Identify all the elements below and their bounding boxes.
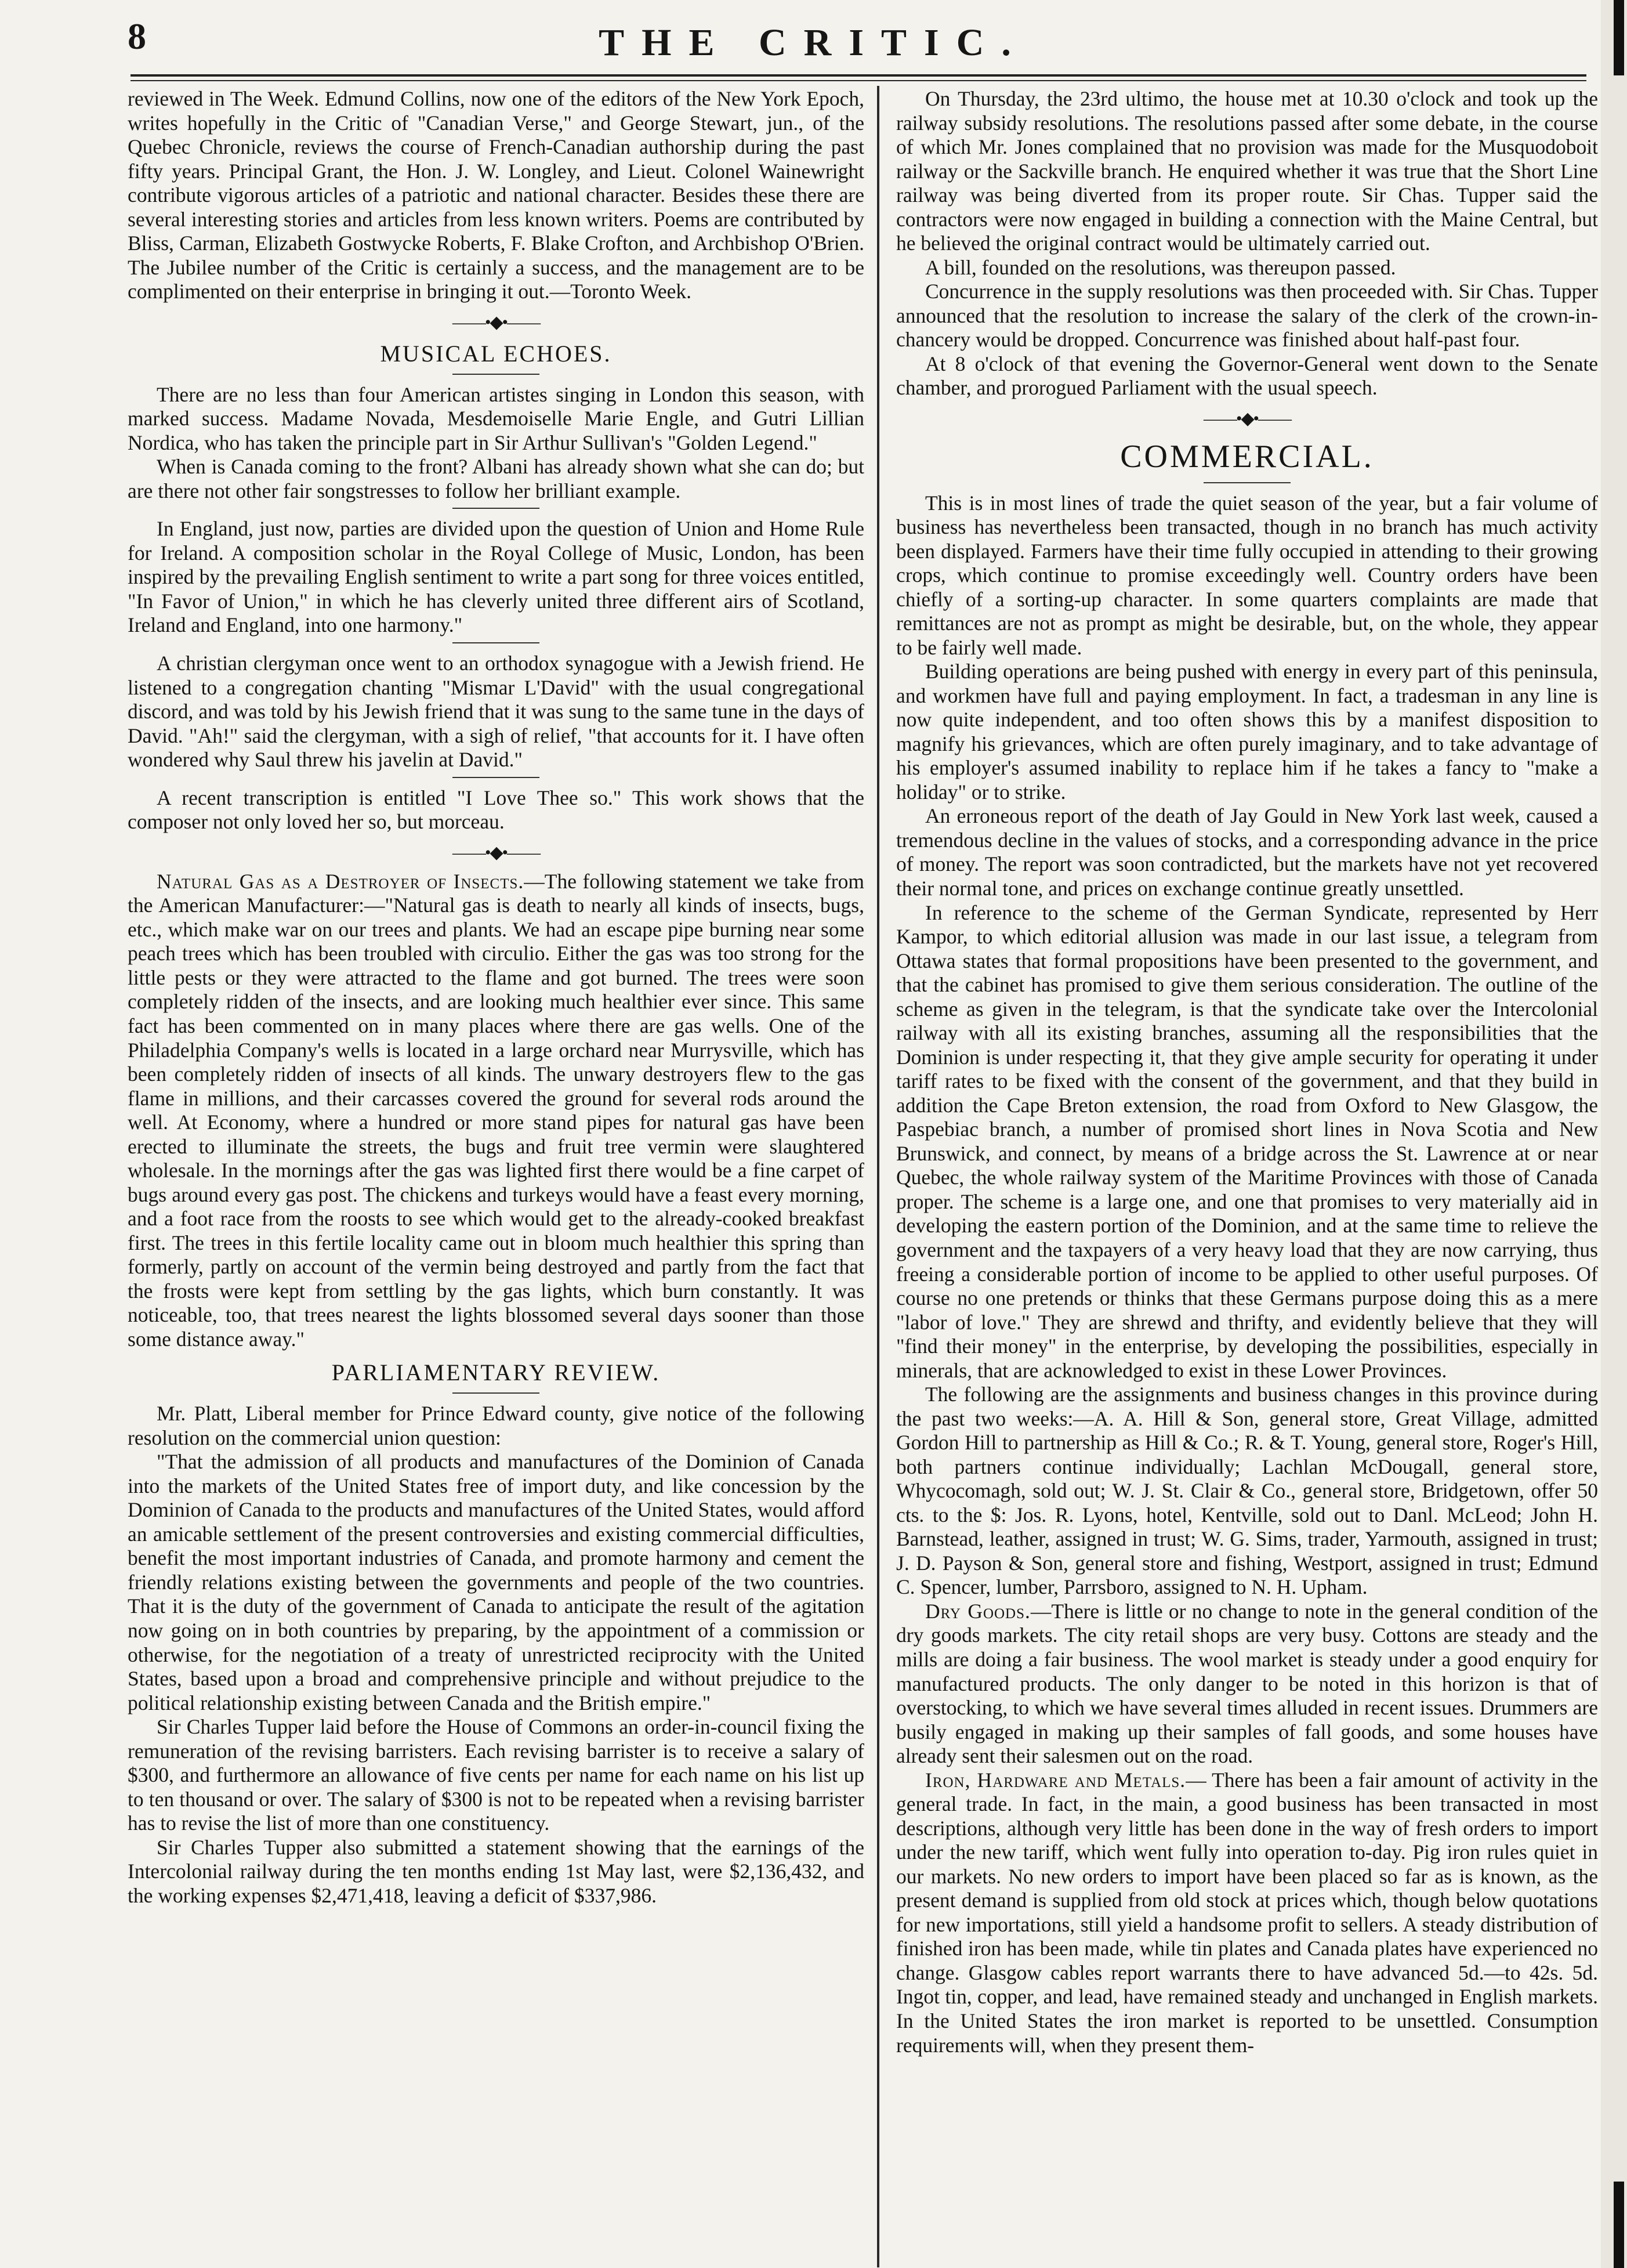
paragraph-dry-goods [896,1600,1598,1768]
paragraph-bill: A bill, founded on the resolutions, was thereupon passed. [925,255,1396,279]
paragraph-concurrence: Concurrence in the supply resolutions was then proceeded with. Sir Chas. Tupper announced that the resolution to increase the salary of the clerk of the crown-in-chancery would be dropped. Concurrence was finished about half-past four. [896,280,1598,352]
paragraph-week-review: reviewed in The Week. Edmund Collins, now one of the editors of the New York Epoch, writes hopefully in the Critic of "Canadian Verse," and George Stewart, jun., of the Quebec Chronicle, reviews the course of French-Canadian authorship during the past fifty years. Principal Grant, the Hon. J. W. Longley, and Lieut. Colonel Wainewright contribute vigorous articles of a patriotic and national character. Besides these there are several interesting stories and articles from less known writers. Poems are contributed by Bliss, Carman, Elizabeth Gostwycke Roberts, F. Blake Crofton, and Archbishop O'Brien. The Jubilee number of the Critic is certainly a success, and the management are to be complimented on their enterprise in bringing it out.—Toronto Week. [128,87,864,303]
adjacent-page-edge [1601,0,1627,2268]
natural-gas-text: —The following statement we take from the American Manufacturer:—"Natural gas is death to nearly all kinds of insects, bugs, etc., which make war on our trees and plants. We had an escape pipe burning near some peach trees which has been troubled with circulio. Either the gas was too strong for the little pests or they were attracted to the flame and got burned. The trees were soon completely ridden of the insects, and are looking much healthier ever since. This same fact has been commented on in many places where there are gas wells. One of the Philadelphia Company's wells is located in a large orchard near Murrysville, which has been completely ridden of insects of all kinds. The unwary destroyers flew to the gas flame in millions, and their carcasses covered the ground for several rods around the well. At Economy, where a hundred or more stand pipes for natural gas have been erected to illuminate the streets, the bugs and fruit tree vermin were slaughtered wholesale. In the mornings after the gas was lighted first there would be a fine carpet of bugs around every gas post. The chickens and turkeys would have a feast every morning, and a foot race from the roosts to see which would get to the already-cooked breakfast first. The trees in this fertile locality came out in bloom much healthier this spring than formerly, partly on account of the vermin being destroyed and partly from the fact that the frosts were kept from settling by the gas lights, which burn constantly. It was noticeable, too, that trees nearest the lights blossomed several days sooner than those some distance away." [128,869,864,1351]
short-rule [452,374,539,375]
heading-commercial: COMMERCIAL. [1120,439,1374,475]
left-column [128,87,864,2251]
paragraph-thursday-session: On Thursday, the 23rd ultimo, the house met at 10.30 o'clock and took up the railway subsidy resolutions. The resolutions passed after some debate, in the course of which Mr. Jones complained that no provision was made for the Musquodoboit railway or the Sackville branch. He enquired whether it was true that the Short Line railway was being diverted from its proper route. Sir Chas. Tupper said the contractors were now engaged in building a connection with the Maine Central, but he believed the original contract would be ultimately carried out. [896,87,1598,255]
natural-gas-heading: Natural Gas as a Destroyer of Insects. [157,869,524,893]
short-rule [1204,482,1291,483]
binding-shadow [1614,2182,1624,2268]
masthead-title: THE CRITIC. [599,21,1028,64]
dry-goods-heading: Dry Goods. [925,1599,1031,1623]
ornament-divider: ——•◆•—— [452,312,540,332]
paragraph-iron-hardware [896,1768,1598,2057]
column-divider [877,86,879,2267]
paragraph-clergyman: A christian clergyman once went to an orthodox synagogue with a Jewish friend. He listened to a congregation chanting "Mismar L'David" with the usual congregational discord, and was told by his Jewish friend that it was sung to the same tune in the days of David. "Ah!" said the clergyman, with a sigh of relief, "that accounts for it. I have often wondered why Saul threw his javelin at David." [128,651,864,772]
heading-parliamentary-review: PARLIAMENTARY REVIEW. [331,1359,661,1386]
paragraph-england-union: In England, just now, parties are divided upon the question of Union and Home Rule for Ireland. A composition scholar in the Royal College of Music, London, has been inspired by the prevailing English sentiment to write a part song for three voices entitled, "In Favor of Union," in which he has cleverly united three different airs of Scotland, Ireland and England, into one harmony." [128,517,864,637]
short-rule [452,508,539,509]
ornament-divider: ——•◆•—— [452,842,540,862]
short-rule [452,777,539,778]
ornament-divider: ——•◆•—— [1203,408,1291,428]
paragraph-platt: Mr. Platt, Liberal member for Prince Edward county, give notice of the following resolution on the commercial union question: [128,1402,864,1449]
paragraph-tupper-railway: Sir Charles Tupper also submitted a statement showing that the earnings of the Intercolonial railway during the ten months ending 1st May last, were $2,136,432, and the working expenses $2,471,418, leaving a deficit of $337,986. [128,1835,864,1907]
paragraph-american-artistes: There are no less than four American artistes singing in London this season, with marked success. Madame Novada, Mesdemoiselle Marie Engle, and Gutri Lillian Nordica, who has taken the principle part in Sir Arthur Sullivan's "Golden Legend." [128,382,864,454]
paragraph-governor-general: At 8 o'clock of that evening the Governor-General went down to the Senate chamber, and prorogued Parliament with the usual speech. [896,352,1598,400]
binding-shadow [1614,0,1624,75]
short-rule [452,1392,539,1394]
heading-musical-echoes: MUSICAL ECHOES. [380,340,612,367]
iron-hardware-text: — There has been a fair amount of activity in the general trade. In fact, in the main, a good business has been transacted in most descriptions, although very little has been done in the way of fresh orders to import under the new tariff, which went fully into operation to-day. Pig iron rules quiet in our markets. No new orders to import have been placed so far as is known, as the present demand is supplied from old stock at prices which, though below quotations for new importations, still yield a handsome profit to sellers. A steady distribution of finished iron has been made, while tin plates and Canada plates have experienced no change. Glasgow cables report warrants there to have advanced 5d.—to 42s. 5d. Ingot tin, copper, and lead, have remained steady and unchanged in English markets. In the United States the iron market is reported to be unsettled. Consumption requirements will, when they present them- [896,1768,1598,2057]
page-number: 8 [128,16,146,57]
paragraph-natural-gas [128,870,864,1352]
paragraph-tupper-barristers: Sir Charles Tupper laid before the House of Commons an order-in-council fixing the remuneration of the revising barristers. Each revising barrister is to receive a salary of $300, and furthermore an allowance of five cents per name for each name on his list up to ten thousand or over. The salary of $300 is not to be repeated when a revising barrister has to revise the list of more than one constituency. [128,1715,864,1835]
short-rule [452,642,539,643]
paragraph-building-operations: Building operations are being pushed with energy in every part of this peninsula, and workmen have full and paying employment. In fact, a tradesman in any line is now quite independent, and too often shows this by a manifest disposition to magnify his grievances, which are often purely imaginary, and to take advantage of his employer's assumed inability to replace him if he takes a fancy to "make a holiday" or to strike. [896,660,1598,804]
paragraph-jay-gould: An erroneous report of the death of Jay Gould in New York last week, caused a tremendous decline in the values of stocks, and a corresponding advance in the price of money. The report was soon contradicted, but the markets have not yet recovered their normal tone, and prices on exchange continue greatly unsettled. [896,804,1598,900]
right-column [896,87,1598,2251]
paragraph-transcription: A recent transcription is entitled "I Love Thee so." This work shows that the composer not only loved her so, but morceau. [128,786,864,834]
paragraph-resolution-quote: "That the admission of all products and manufactures of the Dominion of Canada into the markets of the United States free of import duty, and like concession by the Dominion of Canada to the products and manufactures of the United States, would afford an amicable settlement of the present controversies and existing commercial difficulties, benefit the most important industries of Canada, and promote harmony and cement the friendly relations existing between the governments and people of the two countries. That it is the duty of the government of Canada to anticipate the result of the agitation now going on in both countries by preparing, by the appointment of a commission or otherwise, for the negotiation of a treaty of unrestricted reciprocity with the United States, based upon a broad and comprehensive principle and without prejudice to the political relationship existing between Canada and the British empire." [128,1450,864,1714]
dry-goods-text: —There is little or no change to note in the general condition of the dry goods markets. The city retail shops are very busy. Cottons are steady and the mills are doing a fair business. The wool market is steady under a good enquiry for manufactured products. The only danger to be noted in this horizon is that of overstocking, to which we have several times alluded in recent issues. Drummers are busily engaged in making up their samples of fall goods, and some houses have already sent their salesmen out on the road. [896,1599,1598,1768]
header-rule [131,74,1586,77]
header-rule-thin [131,80,1586,81]
iron-hardware-heading: Iron, Hardware and Metals. [925,1768,1186,1792]
paragraph-assignments: The following are the assignments and business changes in this province during the past two weeks:—A. A. Hill & Son, general store, Great Village, admitted Gordon Hill to partnership as Hill & Co.; R. & T. Young, general store, Roger's Hill, both partners continue individually; Lachlan McDougall, general store, Whycocomagh, sold out; W. J. St. Clair & Co., general store, Bridgetown, offer 50 cts. to the $: Jos. R. Lyons, hotel, Kentville, sold out to Danl. McLeod; John H. Barnstead, leather, assigned in trust; W. G. Sims, trader, Yarmouth, assigned in trust; J. D. Payson & Son, general store and fishing, Westport, assigned in trust; Edmund C. Spencer, lumber, Parrsboro, assigned to N. H. Upham. [896,1383,1598,1599]
paragraph-canada-front: When is Canada coming to the front? Albani has already shown what she can do; but are there not other fair songstresses to follow her brilliant example. [128,455,864,502]
paragraph-quiet-season: This is in most lines of trade the quiet season of the year, but a fair volume of business has nevertheless been transacted, though in no branch has much activity been displayed. Farmers have their time fully occupied in attending to their growing crops, which continue to promise exceedingly well. Country orders have been chiefly of a sorting-up character. In some quarters complaints are made that remittances are not as prompt as might be desirable, but, on the whole, they appear to be fairly well made. [896,491,1598,659]
paragraph-german-syndicate: In reference to the scheme of the German Syndicate, represented by Herr Kampor, to which editorial allusion was made in our last issue, a telegram from Ottawa states that formal propositions have been presented to the government, and that the cabinet has promised to give them serious consideration. The outline of the scheme as given in the telegram, is that the syndicate take over the Intercolonial railway with all its existing branches, assuming all the responsibilities that the Dominion is under respecting it, that they give ample security for operating it under tariff rates to be fixed with the consent of the government, and that they build in addition the Cape Breton extension, the road from Oxford to New Glasgow, the Paspebiac branch, a number of promised short lines in Nova Scotia and New Brunswick, and connect, by means of a bridge across the St. Lawrence at or near Quebec, the whole railway system of the Maritime Provinces with those of Canada proper. The scheme is a large one, and one that promises to very materially aid in developing the eastern portion of the Dominion, and at the same time to relieve the government and the taxpayers of a very heavy load that they are now carrying, thus freeing a considerable portion of income to be applied to other useful purposes. Of course no one pretends or thinks that these Germans purpose doing this as a mere "labor of love." They are shrewd and thrifty, and evidently believe that they will "find their money" in the enterprise, by developing the possibilities, especially in minerals, that are acknowledged to exist in these Lower Provinces. [896,900,1598,1382]
